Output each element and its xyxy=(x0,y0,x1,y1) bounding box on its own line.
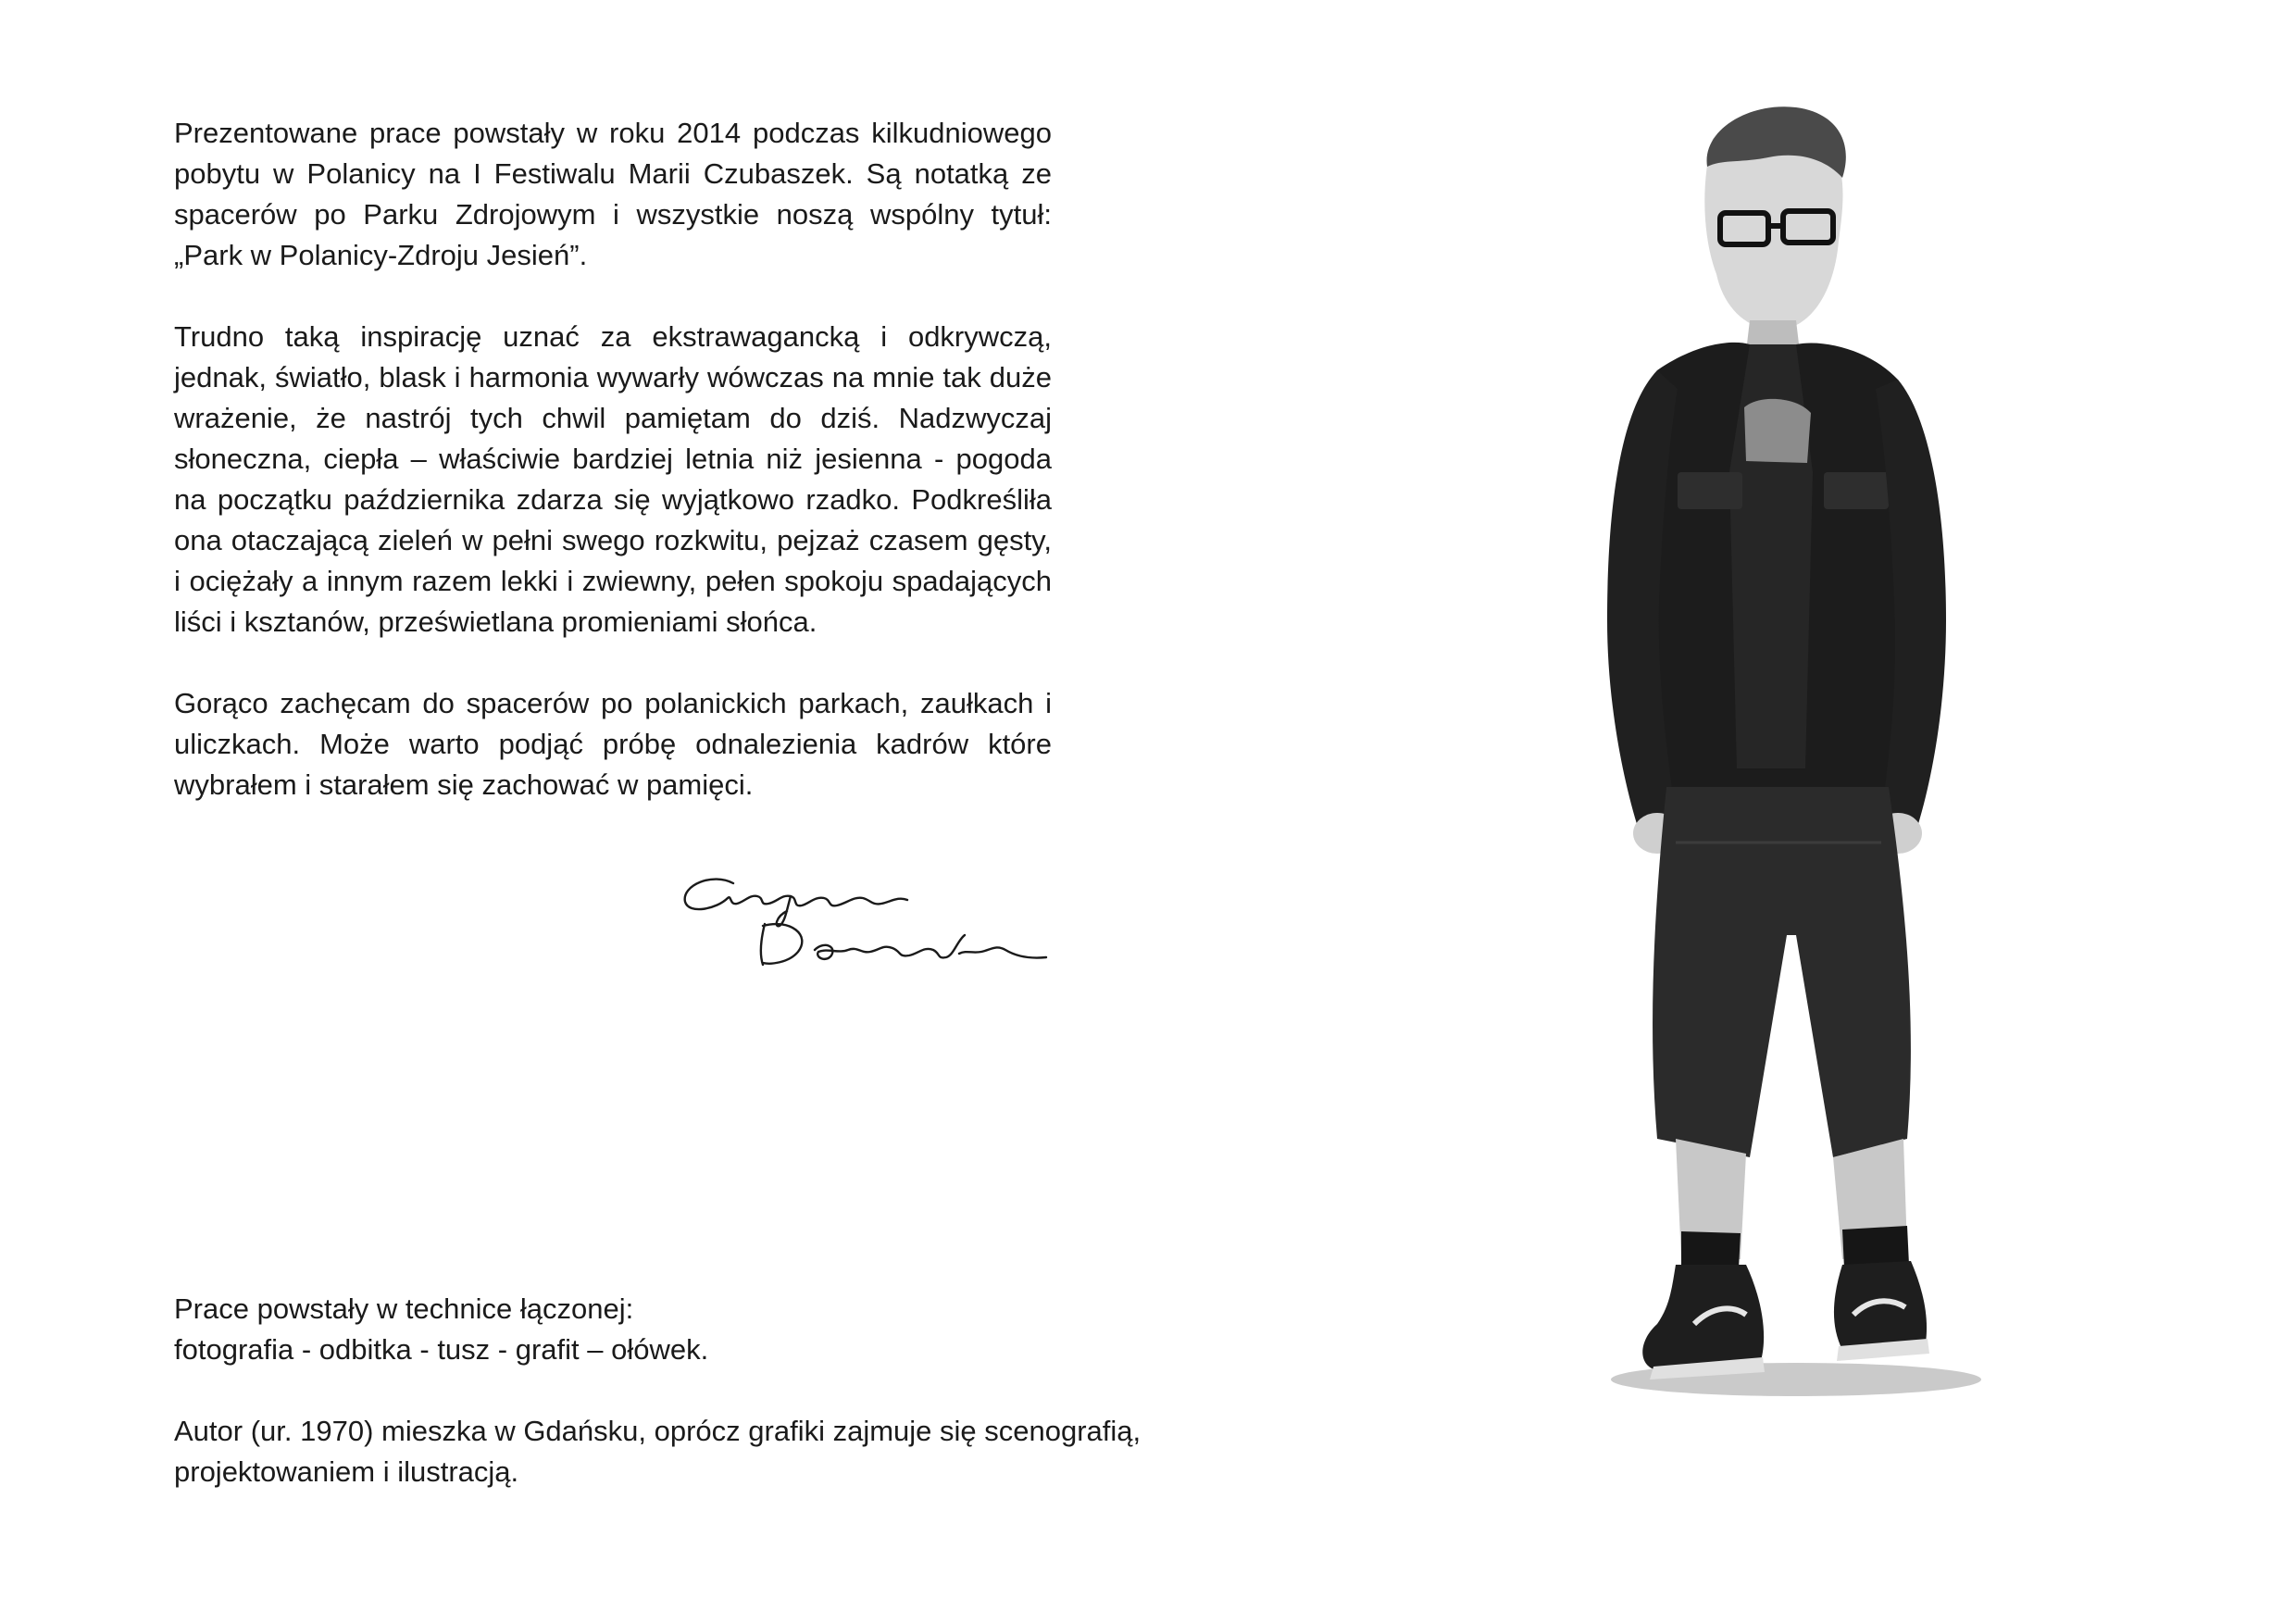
technique-line-1: Prace powstały w technice łączonej: xyxy=(174,1292,634,1325)
author-portrait-photo xyxy=(1518,102,2000,1417)
intro-text xyxy=(174,113,1052,805)
notes xyxy=(174,1289,1285,1492)
intro-paragraph-2: Trudno taką inspirację uznać za ekstrawagancką i odkrywczą, jednak, światło, blask i harmonia wywarły wówczas na mnie tak duże wrażenie, że nastrój tych chwil pamiętam do dziś. Nadzwyczaj słoneczna, ciepła – właściwie bardziej letnia niż jesienna - pogoda na początku października zdarza się wyjątkowo rzadko. Podkreśliła ona otaczającą zieleń w pełni swego rozkwitu, pejzaż czasem gęsty, i ociężały a innym razem lekki i zwiewny, pełen spokoju spadających liści i ksztanów, prześwietlana promieniami słońca. xyxy=(174,320,1052,638)
author-line-2: projektowaniem i ilustracją. xyxy=(174,1455,519,1488)
intro-paragraph-3: Gorąco zachęcam do spacerów po polanickich parkach, zaułkach i uliczkach. Może warto podjąć próbę odnalezienia kadrów które wybrałem i starałem się zachować w pamięci. xyxy=(174,687,1052,801)
technique-line-2: fotografia - odbitka - tusz - grafit – ołówek. xyxy=(174,1333,709,1366)
author-signature xyxy=(676,861,1092,981)
technique-note xyxy=(174,1289,1285,1370)
intro-paragraph-1: Prezentowane prace powstały w roku 2014 podczas kilkudniowego pobytu w Polanicy na I Festiwalu Marii Czubaszek. Są notatką ze spacerów po Parku Zdrojowym i wszystkie noszą wspólny tytuł: „Park w Polanicy-Zdroju Jesień”. xyxy=(174,117,1052,271)
author-line-1: Autor (ur. 1970) mieszka w Gdańsku, oprócz grafiki zajmuje się scenografią, xyxy=(174,1415,1142,1447)
author-note xyxy=(174,1411,1285,1492)
